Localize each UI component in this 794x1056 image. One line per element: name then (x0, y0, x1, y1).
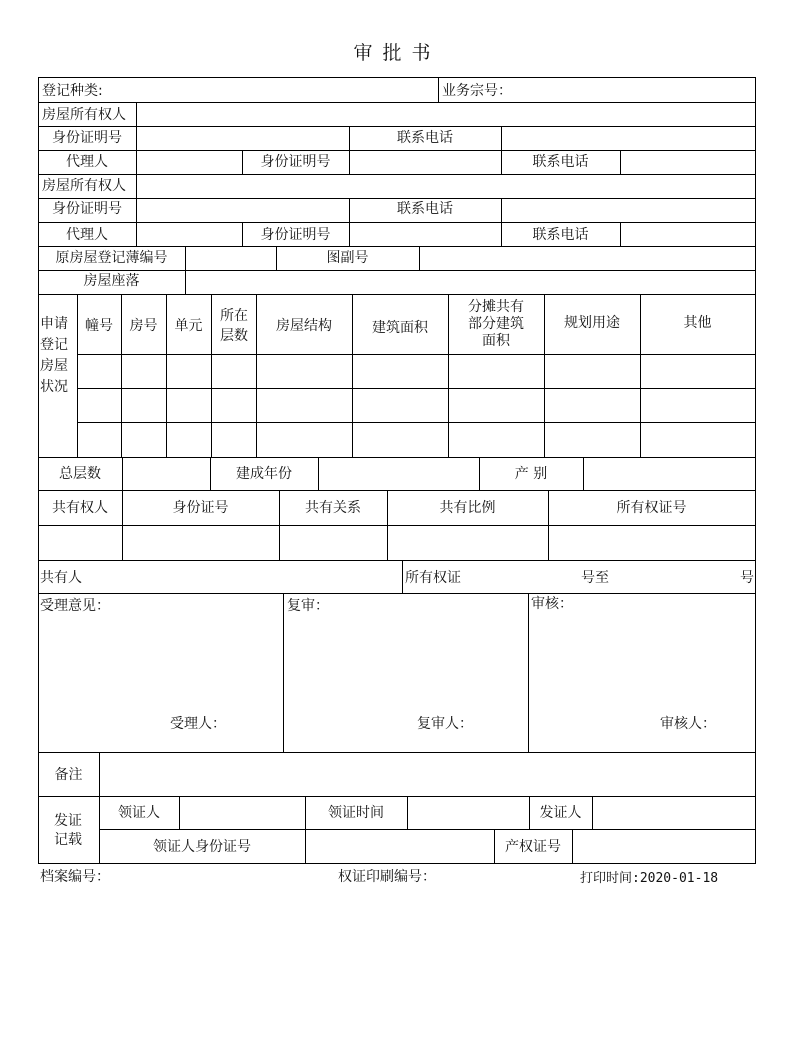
agent1-phone-label: 联系电话 (532, 154, 589, 170)
form-cell (77, 422, 122, 458)
form-cell (122, 457, 211, 491)
audit-title: 审核： (531, 596, 573, 612)
business-no-label: 业务宗号： (442, 83, 512, 99)
form-cell (211, 354, 257, 389)
form-cell (501, 126, 756, 151)
form-cell (283, 593, 529, 753)
form-cell (256, 422, 353, 458)
form-cell (38, 593, 284, 753)
coowner-col-relation: 共有关系 (305, 500, 361, 516)
form-cell (640, 422, 756, 458)
form-cell (136, 174, 756, 199)
col-room-no: 房号 (129, 318, 158, 334)
owner1-phone-label: 联系电话 (397, 130, 453, 146)
accept-person-label: 受理人： (170, 716, 226, 732)
col-other: 其他 (683, 315, 712, 331)
form-cell (121, 388, 167, 423)
form-cell (136, 126, 350, 151)
form-cell (640, 354, 756, 389)
coowner-label: 共有人 (40, 570, 82, 586)
print-time-label: 打印时间:2020-01-18 (580, 871, 719, 886)
recheck-title: 复审： (287, 598, 329, 614)
form-cell (544, 354, 641, 389)
form-cell (548, 525, 756, 561)
form-cell (592, 796, 756, 830)
form-cell (407, 796, 530, 830)
form-cell (166, 388, 212, 423)
form-cell (166, 422, 212, 458)
form-cell (528, 593, 756, 753)
col-floor: 所在层数 (220, 308, 248, 344)
issuer-label: 发证人 (539, 805, 582, 821)
form-cell (166, 354, 212, 389)
form-cell (349, 222, 502, 247)
form-cell (136, 222, 243, 247)
form-cell (77, 388, 122, 423)
owner2-phone-label: 联系电话 (397, 201, 453, 217)
col-unit: 单元 (174, 318, 203, 334)
col-building-no: 幢号 (85, 318, 113, 334)
form-cell (122, 525, 280, 561)
coowner-col-owner: 共有权人 (52, 500, 108, 516)
owner1-id-label: 身份证明号 (52, 130, 122, 146)
receive-time-label: 领证时间 (328, 805, 384, 821)
coowner-col-ratio: 共有比例 (439, 500, 496, 516)
form-cell (501, 198, 756, 223)
form-cell (279, 525, 388, 561)
form-cell (305, 829, 495, 864)
location-label: 房屋座落 (83, 273, 140, 289)
map-no-label: 图副号 (326, 250, 369, 266)
owner2-label: 房屋所有权人 (42, 178, 126, 194)
form-cell (256, 388, 353, 423)
orig-register-no-label: 原房屋登记薄编号 (55, 250, 168, 266)
agent2-id-label: 身份证明号 (260, 227, 331, 243)
owner1-label: 房屋所有权人 (42, 107, 126, 123)
property-cert-no-label: 产权证号 (505, 839, 561, 855)
property-type-label: 产 别 (514, 466, 548, 482)
archive-no-label: 档案编号： (40, 869, 110, 885)
ownership-cert-label: 所有权证 (405, 570, 461, 586)
form-cell (38, 560, 403, 594)
coowner-col-cert: 所有权证号 (616, 500, 687, 516)
form-cell (185, 246, 277, 271)
agent1-id-label: 身份证明号 (260, 154, 331, 170)
total-floors-label: 总层数 (59, 466, 101, 482)
form-cell (185, 270, 756, 295)
accept-opinion-title: 受理意见： (40, 598, 110, 614)
col-usage: 规划用途 (564, 315, 620, 331)
recheck-person-label: 复审人： (417, 716, 473, 732)
form-cell (583, 457, 756, 491)
form-cell (136, 150, 243, 175)
form-cell (121, 354, 167, 389)
form-cell (448, 388, 545, 423)
form-cell (256, 354, 353, 389)
agent2-label: 代理人 (66, 227, 108, 243)
built-year-label: 建成年份 (236, 466, 292, 482)
form-cell (572, 829, 756, 864)
form-cell (99, 752, 756, 797)
form-cell (387, 525, 549, 561)
form-cell (352, 354, 449, 389)
form-title: 审批书 (353, 42, 441, 64)
form-cell (620, 222, 756, 247)
col-area: 建筑面积 (372, 320, 428, 336)
form-cell (136, 198, 350, 223)
coowner-col-id: 身份证号 (172, 500, 229, 516)
cert-to-label: 号至 (581, 570, 609, 586)
form-cell (352, 388, 449, 423)
form-cell (352, 422, 449, 458)
remark-label: 备注 (54, 767, 83, 783)
form-cell (640, 388, 756, 423)
col-structure: 房屋结构 (276, 318, 332, 334)
form-cell (544, 422, 641, 458)
form-cell (349, 150, 502, 175)
form-cell (318, 457, 480, 491)
audit-person-label: 审核人： (660, 716, 716, 732)
form-cell (620, 150, 756, 175)
agent1-label: 代理人 (66, 154, 108, 170)
receiver-id-label: 领证人身份证号 (153, 839, 251, 855)
cert-end-label: 号 (740, 570, 754, 586)
issue-label: 发证记载 (54, 813, 82, 848)
form-cell (179, 796, 306, 830)
form-cell (38, 525, 123, 561)
print-no-label: 权证印刷编号： (338, 869, 436, 885)
form-cell (419, 246, 756, 271)
form-cell (211, 388, 257, 423)
form-cell (121, 422, 167, 458)
form-cell (136, 102, 756, 127)
col-shared-area: 分摊共有部分建筑面积 (468, 299, 524, 349)
form-cell (448, 354, 545, 389)
form-cell (448, 422, 545, 458)
form-cell (544, 388, 641, 423)
status-label: 申请登记房屋状况 (40, 316, 68, 395)
agent2-phone-label: 联系电话 (532, 227, 589, 243)
owner2-id-label: 身份证明号 (52, 201, 122, 217)
form-cell (77, 354, 122, 389)
form-cell (211, 422, 257, 458)
receiver-label: 领证人 (118, 805, 160, 821)
reg-type-label: 登记种类: (42, 83, 103, 99)
